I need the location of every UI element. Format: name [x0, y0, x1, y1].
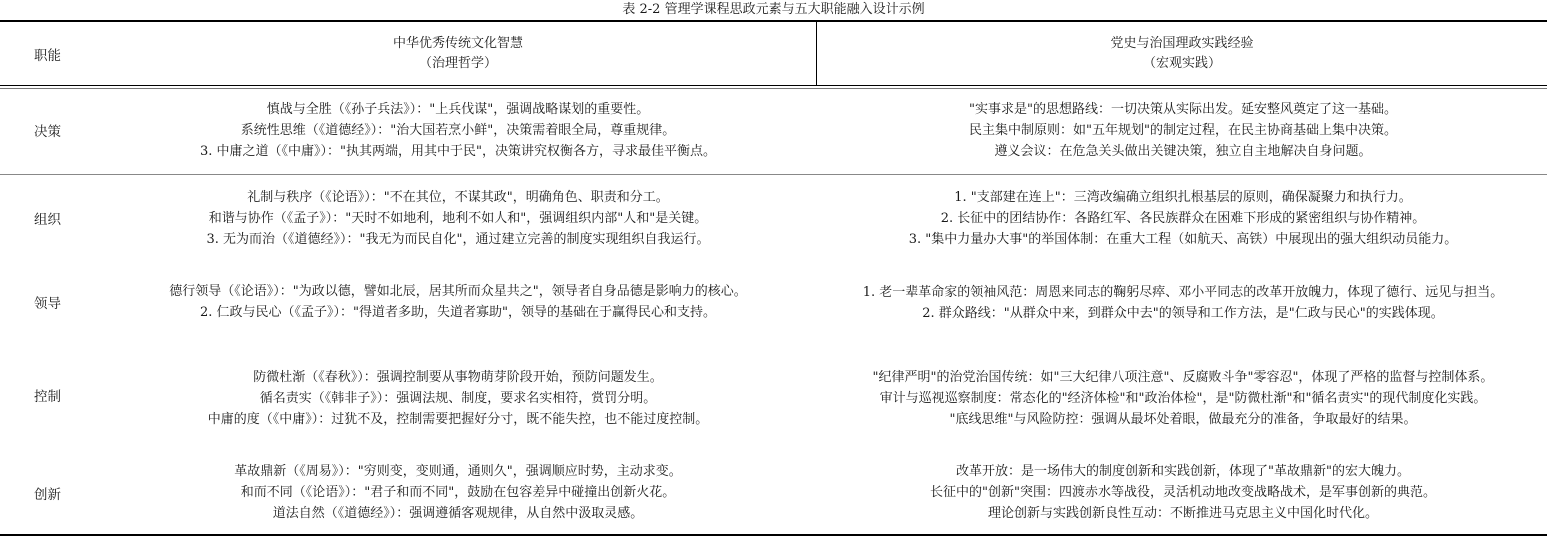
cell-line: 3. 无为而治（《道德经》）："我无为而民自化"，通过建立完善的制度实现组织自我运行。 — [206, 231, 710, 247]
cell-line: 1. 老一辈革命家的领袖风范：周恩来同志的鞠躬尽瘁、邓小平同志的改革开放魄力，体现了德行、远见与担当。 — [862, 285, 1504, 300]
row-organizing-col2 — [822, 185, 1544, 251]
cell-line: 审计与巡视巡察制度：常态化的"经济体检"和"政治体检"，是"防微杜渐"和"循名责实"的现代制度化实践。 — [879, 390, 1487, 406]
header-bottom-rule — [0, 85, 1547, 86]
row-label-text: 组织 — [34, 212, 61, 228]
cell-line: 2. 仁政与民心（《孟子》）："得道者多助，失道者寡助"，领导的基础在于赢得民心和支持。 — [200, 305, 716, 320]
cell-line: 系统性思维（《道德经》）："治大国若烹小鲜"，决策需着眼全局，尊重规律。 — [240, 122, 676, 138]
row-label-controlling — [0, 362, 100, 428]
row-divider-rule — [0, 174, 1547, 175]
row-label-decision — [0, 97, 100, 163]
cell-line: 德行领导（《论语》）："为政以德，譬如北辰，居其所而众星共之"，领导者自身品德是影响力的核心。 — [169, 284, 747, 299]
row-controlling-col1 — [100, 365, 816, 431]
cell-line: 循名责实（《韩非子》）：强调法规、制度，要求名实相符，赏罚分明。 — [259, 390, 657, 406]
row-leading-col2 — [822, 270, 1544, 336]
cell-line: 3. 中庸之道（《中庸》）："执其两端，用其中于民"，决策讲究权衡各方，寻求最佳平衡点。 — [200, 143, 716, 159]
row-organizing-col1 — [100, 185, 816, 251]
header-col-party-history — [817, 22, 1547, 85]
header-col-function-text: 职能 — [34, 47, 61, 64]
cell-line: 民主集中制原则：如"五年规划"的制定过程，在民主协商基础上集中决策。 — [969, 122, 1397, 138]
cell-line: 长征中的"创新"突围：四渡赤水等战役，灵活机动地改变战略战术，是军事创新的典范。 — [930, 484, 1436, 500]
cell-line: 礼制与秩序（《论语》）："不在其位，不谋其政"，明确角色、职责和分工。 — [247, 189, 669, 205]
row-label-text: 决策 — [34, 124, 61, 140]
cell-line: 遵义会议：在危急关头做出关键决策，独立自主地解决自身问题。 — [994, 143, 1372, 159]
row-label-text: 领导 — [34, 296, 61, 312]
cell-line: 2. 长征中的团结协作：各路红军、各民族群众在困难下形成的紧密组织与协作精神。 — [940, 210, 1426, 226]
row-label-text: 创新 — [34, 487, 61, 503]
row-divider-rule — [0, 88, 1547, 89]
header-col2-subtitle: （宏观实践） — [1142, 55, 1221, 71]
cell-line: 3. "集中力量办大事"的举国体制：在重大工程（如航天、高铁）中展现出的强大组织动员能力。 — [908, 231, 1458, 247]
row-label-organizing — [0, 185, 100, 251]
row-leading-col1 — [100, 278, 816, 326]
cell-line: 慎战与全胜（《孙子兵法》）："上兵伐谋"，强调战略谋划的重要性。 — [266, 101, 650, 117]
header-col1-subtitle: （治理哲学） — [418, 55, 497, 71]
header-col1-title: 中华优秀传统文化智慧 — [392, 35, 523, 51]
row-innovating-col2 — [822, 459, 1544, 525]
cell-line: 理论创新与实践创新良性互动：不断推进马克思主义中国化时代化。 — [987, 505, 1378, 521]
cell-line: "底线思维"与风险防控：强调从最坏处着眼，做最充分的准备，争取最好的结果。 — [949, 411, 1417, 427]
header-col2-title: 党史与治国理政实践经验 — [1110, 35, 1254, 51]
row-innovating-col1 — [100, 459, 816, 525]
row-controlling-col2 — [822, 355, 1544, 441]
cell-line: 革故鼎新（《周易》）："穷则变，变则通，通则久"，强调顺应时势，主动求变。 — [234, 463, 682, 479]
cell-line: 和而不同（《论语》）："君子和而不同"，鼓励在包容差异中碰撞出创新火花。 — [240, 484, 676, 500]
cell-line: "实事求是"的思想路线：一切决策从实际出发。延安整风奠定了这一基础。 — [969, 101, 1397, 117]
row-decision-col2 — [822, 97, 1544, 163]
table-caption: 表 2-2 管理学课程思政元素与五大职能融入设计示例 — [622, 2, 925, 17]
row-label-leading — [0, 268, 100, 336]
cell-line: 1. "支部建在连上"：三湾改编确立组织扎根基层的原则，确保凝聚力和执行力。 — [954, 189, 1412, 205]
cell-line: 中庸的度（《中庸》）：过犹不及，控制需要把握好分寸，既不能失控，也不能过度控制。 — [207, 411, 709, 427]
cell-line: "纪律严明"的治党治国传统：如"三大纪律八项注意"、反腐败斗争"零容忍"，体现了严格的监督与控制体系。 — [872, 369, 1494, 385]
row-label-text: 控制 — [34, 389, 61, 405]
cell-line: 防微杜渐（《春秋》）：强调控制要从事物萌芽阶段开始，预防问题发生。 — [253, 369, 663, 385]
header-col-function — [0, 22, 100, 85]
cell-line: 和谐与协作（《孟子》）："天时不如地利，地利不如人和"，强调组织内部"人和"是关键。 — [208, 210, 708, 226]
row-decision-col1 — [100, 97, 816, 163]
header-col-traditional — [100, 22, 816, 85]
cell-line: 改革开放：是一场伟大的制度创新和实践创新，体现了"革故鼎新"的宏大魄力。 — [956, 463, 1410, 479]
cell-line: 2. 群众路线："从群众中来，到群众中去"的领导和工作方法，是"仁政与民心"的实践体现。 — [922, 306, 1444, 321]
cell-line: 道法自然（《道德经》）：强调遵循客观规律，从自然中汲取灵感。 — [272, 505, 644, 521]
row-label-innovating — [0, 460, 100, 526]
